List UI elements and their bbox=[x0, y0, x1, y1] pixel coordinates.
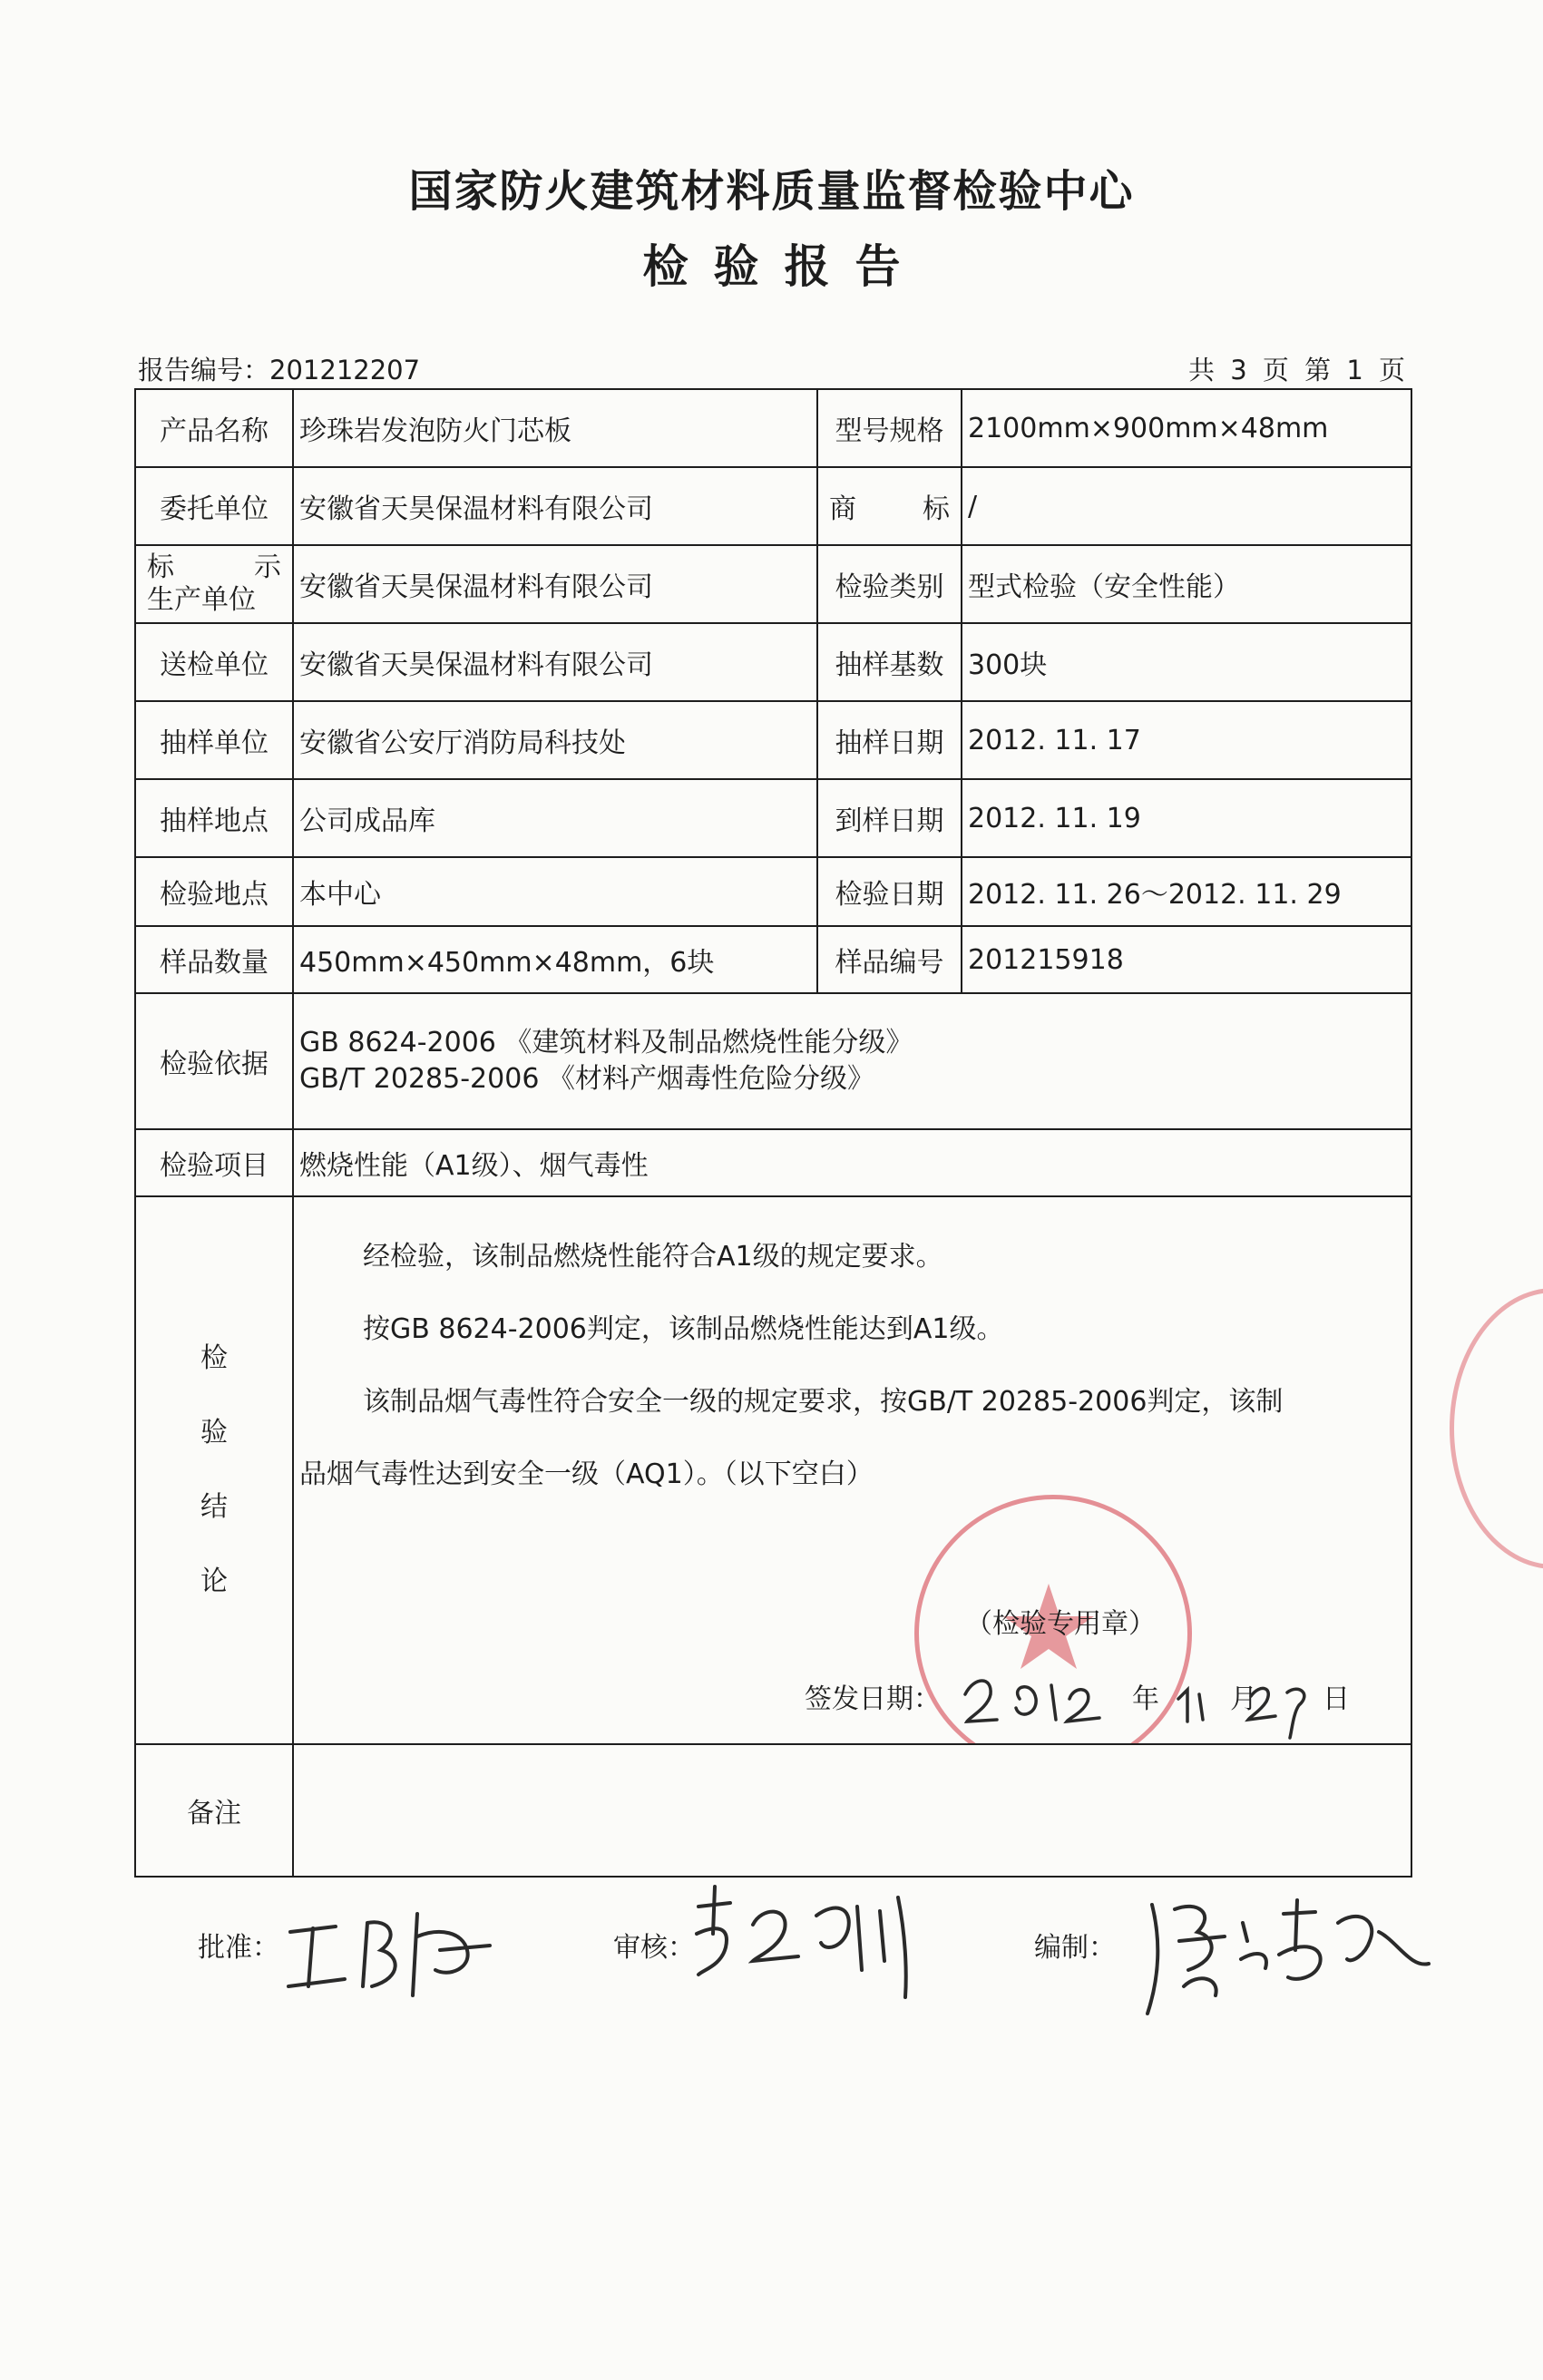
sampling-base-label: 抽样基数 bbox=[817, 623, 962, 701]
sampling-base-value: 300块 bbox=[962, 623, 1411, 701]
report-number-value: 201212207 bbox=[269, 355, 421, 385]
manufacturer-label-part: 标 bbox=[147, 551, 174, 583]
manufacturer-label bbox=[135, 545, 293, 623]
sampling-date-label: 抽样日期 bbox=[817, 701, 962, 779]
table-row bbox=[135, 1744, 1411, 1877]
approve-label: 批准： bbox=[198, 1932, 279, 1964]
conclusion-label-char: 检 bbox=[200, 1342, 228, 1374]
conclusion-paragraph: 经检验，该制品燃烧性能符合A1级的规定要求。 bbox=[363, 1241, 943, 1273]
brand-label-part: 标 bbox=[923, 493, 950, 525]
approver-signature-icon bbox=[281, 1896, 508, 2004]
report-title: 检验报告 bbox=[642, 240, 926, 293]
submitter-label: 送检单位 bbox=[135, 623, 293, 701]
issue-date-label: 签发日期： bbox=[805, 1683, 941, 1715]
page-info: 共 3 页 第 1 页 bbox=[1188, 355, 1409, 385]
table-row bbox=[135, 545, 1411, 623]
model-value: 2100mm×900mm×48mm bbox=[962, 389, 1411, 467]
test-type-label: 检验类别 bbox=[817, 545, 962, 623]
client-value: 安徽省天昊保温材料有限公司 bbox=[293, 467, 817, 545]
table-row bbox=[135, 926, 1411, 993]
issue-year-suffix: 年 bbox=[1132, 1683, 1159, 1715]
model-label: 型号规格 bbox=[817, 389, 962, 467]
conclusion-body bbox=[293, 1196, 1411, 1744]
compile-label: 编制： bbox=[1034, 1932, 1116, 1964]
items-value: 燃烧性能（A1级）、烟气毒性 bbox=[293, 1129, 1411, 1196]
conclusion-label-char: 论 bbox=[200, 1566, 228, 1597]
brand-label bbox=[817, 467, 962, 545]
compiler-signature-icon bbox=[1134, 1887, 1442, 2023]
sampling-place-value: 公司成品库 bbox=[293, 779, 817, 857]
items-label: 检验项目 bbox=[135, 1129, 293, 1196]
manufacturer-label-part: 生产单位 bbox=[147, 584, 256, 616]
remarks-label: 备注 bbox=[135, 1744, 293, 1877]
basis-line-1: GB 8624-2006 《建筑材料及制品燃烧性能分级》 bbox=[299, 1027, 913, 1058]
seal-caption: （检验专用章） bbox=[965, 1608, 1156, 1640]
table-row bbox=[135, 1196, 1411, 1744]
sample-no-value: 201215918 bbox=[962, 926, 1411, 993]
table-row bbox=[135, 701, 1411, 779]
brand-label-part: 商 bbox=[829, 493, 856, 525]
client-label: 委托单位 bbox=[135, 467, 293, 545]
sampling-place-label: 抽样地点 bbox=[135, 779, 293, 857]
conclusion-label bbox=[135, 1196, 293, 1744]
test-date-value: 2012. 11. 26～2012. 11. 29 bbox=[962, 857, 1411, 926]
product-name-label: 产品名称 bbox=[135, 389, 293, 467]
submitter-value: 安徽省天昊保温材料有限公司 bbox=[293, 623, 817, 701]
conclusion-label-char: 验 bbox=[200, 1417, 228, 1448]
report-number bbox=[138, 350, 420, 387]
basis-value bbox=[293, 993, 1411, 1129]
review-label: 审核： bbox=[613, 1932, 695, 1964]
conclusion-paragraph: 按GB 8624-2006判定，该制品燃烧性能达到A1级。 bbox=[363, 1313, 1004, 1345]
arrival-date-value: 2012. 11. 19 bbox=[962, 779, 1411, 857]
basis-line-2: GB/T 20285-2006 《材料产烟毒性危险分级》 bbox=[299, 1063, 874, 1095]
table-row bbox=[135, 389, 1411, 467]
conclusion-paragraph: 品烟气毒性达到安全一级（AQ1）。（以下空白） bbox=[299, 1458, 874, 1490]
org-title: 国家防火建筑材料质量监督检验中心 bbox=[408, 166, 1135, 217]
sample-no-label: 样品编号 bbox=[817, 926, 962, 993]
reviewer-signature-icon bbox=[689, 1879, 943, 2006]
test-place-value: 本中心 bbox=[293, 857, 817, 926]
basis-label: 检验依据 bbox=[135, 993, 293, 1129]
brand-value: / bbox=[962, 467, 1411, 545]
report-table bbox=[134, 388, 1412, 1878]
test-place-label: 检验地点 bbox=[135, 857, 293, 926]
table-row bbox=[135, 857, 1411, 926]
handwritten-date-icon bbox=[956, 1658, 1337, 1740]
conclusion-paragraph: 该制品烟气毒性符合安全一级的规定要求，按GB/T 20285-2006判定，该制 bbox=[363, 1386, 1284, 1418]
test-date-label: 检验日期 bbox=[817, 857, 962, 926]
table-row bbox=[135, 1129, 1411, 1196]
test-type-value: 型式检验（安全性能） bbox=[962, 545, 1411, 623]
partial-seal bbox=[1450, 1288, 1543, 1569]
sample-qty-value: 450mm×450mm×48mm，6块 bbox=[293, 926, 817, 993]
product-name-value: 珍珠岩发泡防火门芯板 bbox=[293, 389, 817, 467]
sample-qty-label: 样品数量 bbox=[135, 926, 293, 993]
table-row bbox=[135, 993, 1411, 1129]
conclusion-label-char: 结 bbox=[200, 1491, 228, 1523]
manufacturer-value: 安徽省天昊保温材料有限公司 bbox=[293, 545, 817, 623]
arrival-date-label: 到样日期 bbox=[817, 779, 962, 857]
sampler-value: 安徽省公安厅消防局科技处 bbox=[293, 701, 817, 779]
table-row bbox=[135, 779, 1411, 857]
remarks-value bbox=[293, 1744, 1411, 1877]
manufacturer-label-part: 示 bbox=[254, 551, 281, 583]
table-row bbox=[135, 467, 1411, 545]
sampler-label: 抽样单位 bbox=[135, 701, 293, 779]
issue-day-suffix: 日 bbox=[1323, 1683, 1350, 1715]
report-number-label: 报告编号： bbox=[138, 355, 270, 385]
issue-month-suffix: 月 bbox=[1230, 1683, 1257, 1715]
sampling-date-value: 2012. 11. 17 bbox=[962, 701, 1411, 779]
table-row bbox=[135, 623, 1411, 701]
